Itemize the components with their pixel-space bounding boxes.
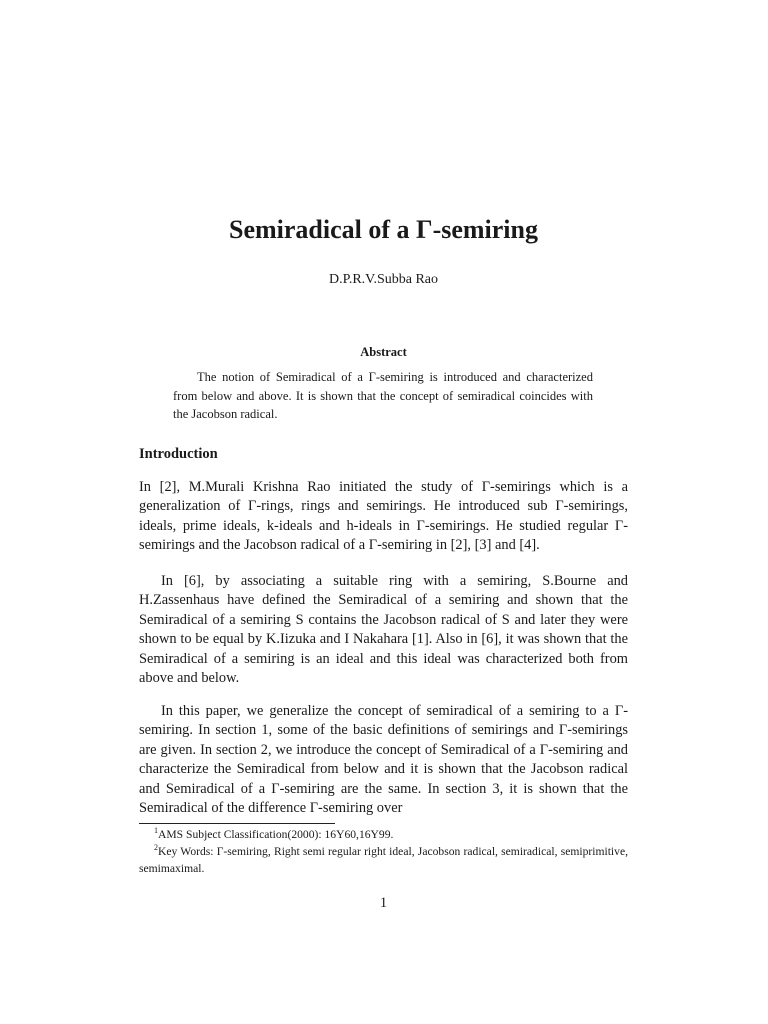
footnote bbox=[139, 826, 628, 843]
abstract-heading: Abstract bbox=[360, 345, 407, 359]
footnote-text: AMS Subject Classification(2000): 16Y60,16Y99. bbox=[158, 828, 394, 841]
footnote-divider bbox=[139, 823, 335, 824]
section-heading-introduction: Introduction bbox=[139, 446, 218, 462]
page-number: 1 bbox=[379, 895, 388, 911]
footnote bbox=[139, 843, 628, 877]
abstract-text: The notion of Semiradical of a Γ-semiring is introduced and characterized from below and above. It is shown that the concept of semiradical coincides with the Jacobson radical. bbox=[173, 370, 593, 421]
footnotes bbox=[139, 826, 628, 877]
paper-title: Semiradical of a Γ-semiring bbox=[229, 215, 538, 244]
body-paragraph: In this paper, we generalize the concept of semiradical of a semiring to a Γ-semiring. In section 1, some of the basic definitions of semirings and Γ-semirings are given. In section 2, we introduce the concept of Semiradical of a Γ-semiring and characterize the Semiradical from below and it is shown that the Jacobson radical and Semiradical of a Γ-semiring are the same. In section 3, it is shown that the Semiradical of the difference Γ-semiring over bbox=[139, 703, 628, 817]
body-paragraph: In [2], M.Murali Krishna Rao initiated the study of Γ-semirings which is a generalization of Γ-rings, rings and semirings. He introduced sub Γ-semirings, ideals, prime ideals, k-ideals and h-ideals in Γ-semirings. He studied regular Γ-semirings and the Jacobson radical of a Γ-semiring in [2], [3] and [4]. bbox=[139, 479, 628, 554]
footnote-text: Key Words: Γ-semiring, Right semi regular right ideal, Jacobson radical, semiradical, semiprimitive, semimaximal. bbox=[139, 845, 628, 875]
footnote-mark: 2 bbox=[154, 843, 158, 853]
paper-page bbox=[139, 0, 628, 1024]
paper-author: D.P.R.V.Subba Rao bbox=[328, 272, 439, 287]
body-paragraph: In [6], by associating a suitable ring with a semiring, S.Bourne and H.Zassenhaus have defined the Semiradical of a semiring and shown that the Semiradical of a semiring S contains the Jacobson radical of S and later they were shown to be equal by K.Iizuka and I Nakahara [1]. Also in [6], it was shown that the Semiradical of a semiring is an ideal and this ideal was characterized both from above and below. bbox=[139, 573, 628, 687]
footnote-mark: 1 bbox=[154, 826, 158, 836]
